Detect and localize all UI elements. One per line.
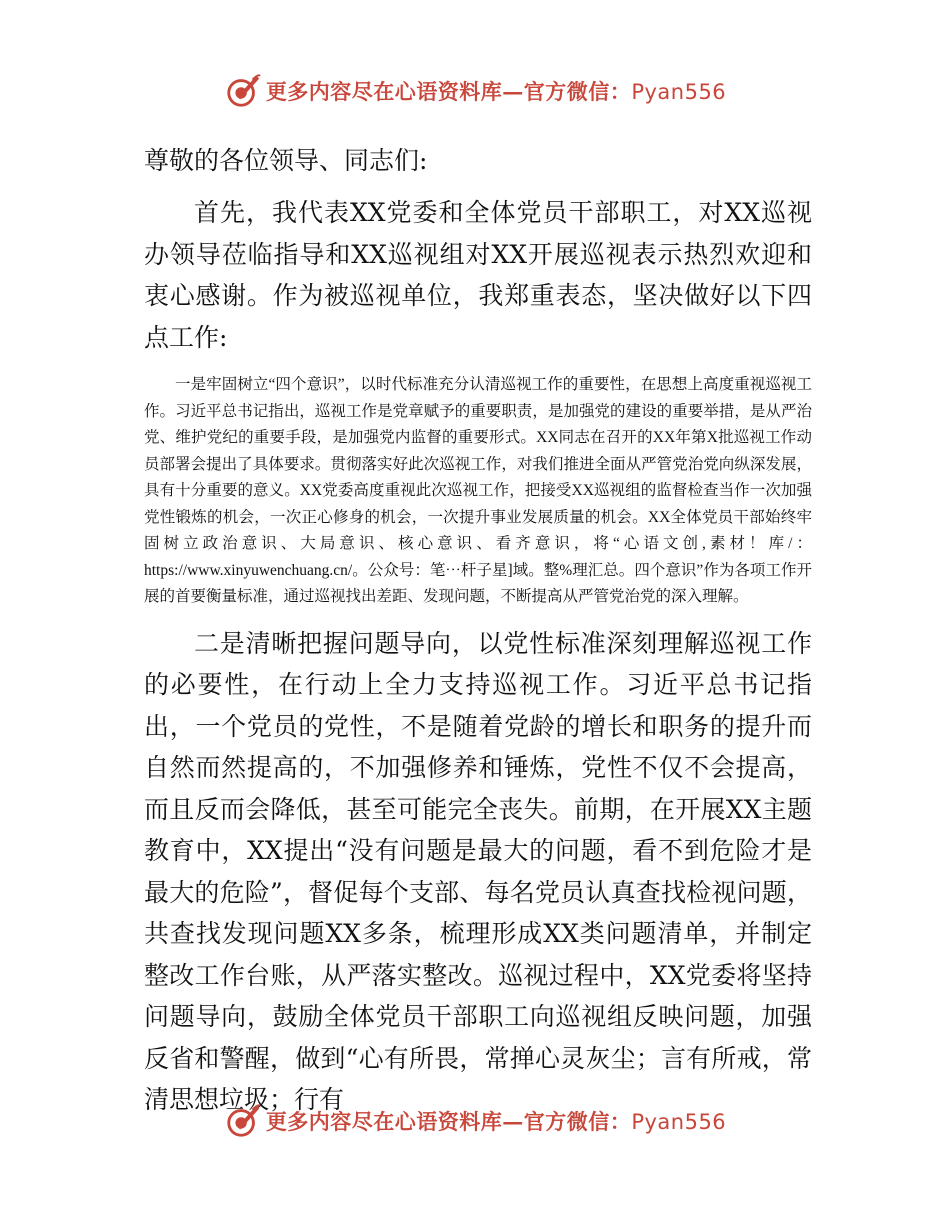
document-body bbox=[144, 140, 812, 1121]
footer-banner-text bbox=[266, 1106, 726, 1136]
greeting: 尊敬的各位领导、同志们: bbox=[144, 146, 428, 175]
footer-banner-label: 更多内容尽在心语资料库—官方微信： bbox=[265, 1109, 632, 1134]
quill-pen-logo-icon bbox=[224, 1102, 262, 1140]
quill-pen-logo-icon bbox=[224, 72, 262, 110]
header-banner-label: 更多内容尽在心语资料库—官方微信： bbox=[265, 79, 632, 104]
footer-banner-id: Pyan556 bbox=[631, 1110, 727, 1134]
header-banner bbox=[0, 71, 950, 111]
header-banner-id: Pyan556 bbox=[631, 80, 727, 104]
footer-banner bbox=[0, 1101, 950, 1141]
paragraph-second-point: 二是清晰把握问题导向，以党性标准深刻理解巡视工作的必要性，在行动上全力支持巡视工作。习近平总书记指出，一个党员的党性，不是随着党龄的增长和职务的提升而自然而然提高的，不加强修养和锤炼，党性不仅不会提高，而且反而会降低，甚至可能完全丧失。前期，在开展XX主题教育中，XX提出“没有问题是最大的问题，看不到危险才是最大的危险”，督促每个支部、每名党员认真查找检视问题，共查找发现问题XX多条，梳理形成XX类问题清单，并制定整改工作台账，从严落实整改。巡视过程中，XX党委将坚持问题导向，鼓励全体党员干部职工向巡视组反映问题，加强反省和警醒，做到“心有所畏，常掸心灵灰尘；言有所戒，常清思想垃圾；行有 bbox=[144, 628, 812, 1114]
header-banner-text bbox=[266, 76, 726, 106]
paragraph-first-point: 一是牢固树立“四个意识”，以时代标准充分认清巡视工作的重要性，在思想上高度重视巡视工作。习近平总书记指出，巡视工作是党章赋予的重要职责，是加强党的建设的重要举措，是从严治党、维护党纪的重要手段，是加强党内监督的重要形式。XX同志在召开的XX年第X批巡视工作动员部署会提出了具体要求。贯彻落实好此次巡视工作，对我们推进全面从严管党治党向纵深发展，具有十分重要的意义。XX党委高度重视此次巡视工作，把接受XX巡视组的监督检查当作一次加强党性锻炼的机会，一次正心修身的机会，一次提升事业发展质量的机会。XX全体党员干部始终牢固树立政治意识、大局意识、核心意识、看齐意识，将“心语文创,素材！库/：https://www.xinyuwenchuang.cn/。公众号：笔⋯杆子星]域。整%理汇总。四个意识”作为各项工作开展的首要衡量标准，通过巡视找出差距、发现问题，不断提高从严管党治党的深入理解。 bbox=[144, 376, 812, 605]
paragraph-intro: 首先，我代表XX党委和全体党员干部职工，对XX巡视办领导莅临指导和XX巡视组对XX开展巡视表示热烈欢迎和衷心感谢。作为被巡视单位，我郑重表态，坚决做好以下四点工作: bbox=[144, 198, 812, 352]
